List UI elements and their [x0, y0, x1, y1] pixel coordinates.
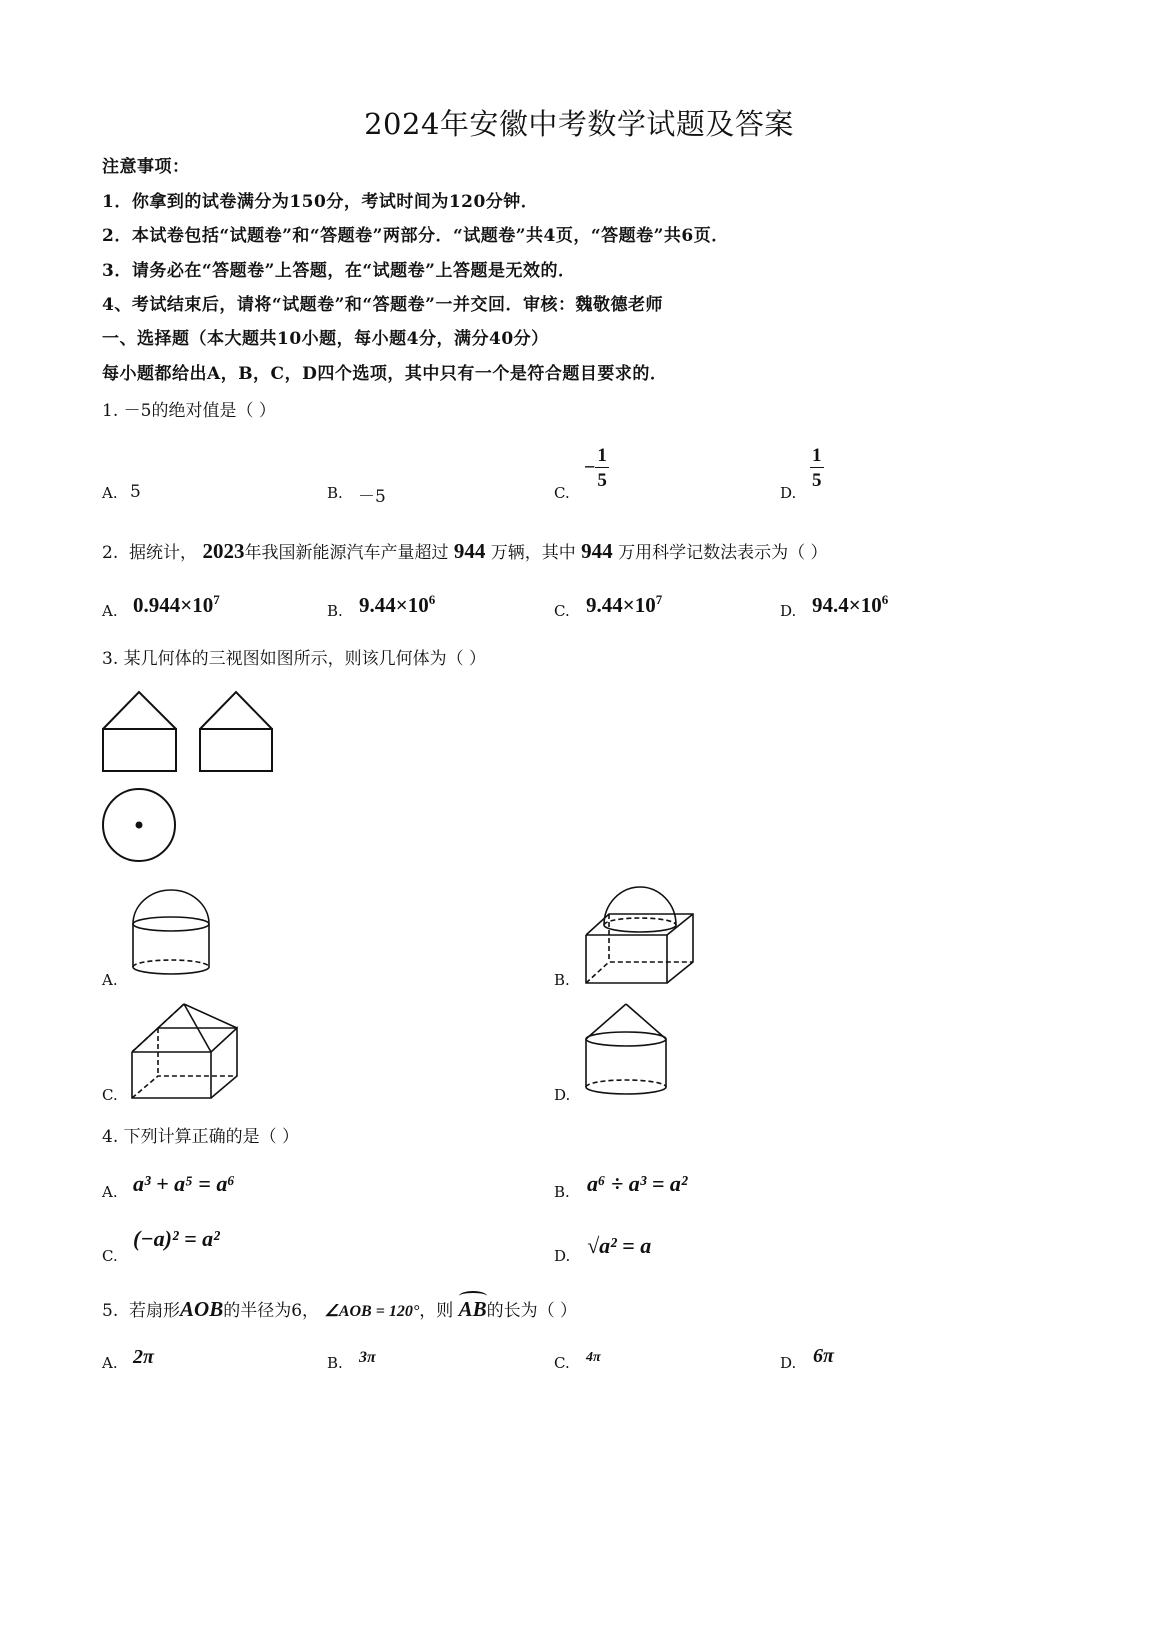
hemisphere-cylinder-figure [133, 890, 209, 974]
q4-option-d-label: D. [554, 1247, 571, 1265]
notice-item-1: 1．你拿到的试卷满分为150分，考试时间为120分钟． [102, 192, 539, 212]
q3-option-d-label: D. [554, 1086, 571, 1104]
q5-option-c: 4π [586, 1350, 601, 1365]
q3-option-b-label: B. [554, 971, 570, 989]
stem-text: 万辆，其中 [490, 543, 576, 563]
option-base: 0.944×10 [133, 593, 214, 617]
math-value: 944 [581, 539, 613, 563]
q2-option-c-label: C. [554, 602, 570, 620]
notice-item-2: 2．本试卷包括“试题卷”和“答题卷”两部分．“试题卷”共4页，“答题卷”共6页． [102, 226, 729, 246]
math-value: 944 [453, 539, 486, 563]
notice-item-3: 3．请务必在“答题卷”上答题，在“试题卷”上答题是无效的． [102, 261, 576, 281]
math-value: AOB [180, 1297, 224, 1321]
q4-option-d: √a² = a [587, 1233, 652, 1258]
arc-mark-icon [459, 1291, 487, 1301]
q4-option-c-label: C. [102, 1247, 118, 1265]
stem-text: ，则 [419, 1301, 454, 1321]
option-exponent: 6 [428, 592, 436, 607]
q4-option-b: a⁶ ÷ a³ = a² [587, 1171, 688, 1196]
q4-option-b-label: B. [554, 1183, 570, 1201]
q1-option-a-label: A. [102, 484, 118, 502]
stem-text: 据统计， [129, 543, 198, 563]
question-3-stem: 3. 某几何体的三视图如图所示，则该几何体为（ ） [102, 649, 487, 669]
fraction-numerator: 1 [812, 445, 822, 466]
q5-option-d-label: D. [780, 1354, 797, 1372]
fraction-numerator: 1 [597, 445, 607, 466]
notice-item-4: 4、考试结束后，请将“试题卷”和“答题卷”一并交回．审核：魏敬德老师 [102, 295, 663, 315]
q4-option-a: a³ + a⁵ = a⁶ [133, 1171, 235, 1196]
notice-heading: 注意事项： [102, 157, 190, 177]
option-exponent: 7 [655, 592, 663, 607]
stem-text: 年我国新能源汽车产量超过 [244, 543, 449, 563]
stem-text: 的长为（ ） [486, 1301, 578, 1321]
q5-option-d: 6π [813, 1345, 834, 1367]
section-heading: 一、选择题（本大题共10小题，每小题4分，满分40分） [102, 329, 549, 349]
q5-option-c-label: C. [554, 1354, 570, 1372]
stem-text: 若扇形 [129, 1301, 181, 1321]
page-title: 2024年安徽中考数学试题及答案 [364, 107, 794, 141]
stem-text: 的半径为6， [223, 1301, 320, 1321]
q5-option-b-label: B. [327, 1354, 343, 1372]
q1-option-b: －5 [358, 487, 386, 507]
stem-text: 万用科学记数法表示为（ ） [618, 543, 828, 563]
option-exponent: 6 [881, 592, 889, 607]
q5-option-b: 3π [359, 1349, 376, 1366]
q2-option-a-label: A. [102, 602, 118, 620]
hemisphere-cuboid-figure [586, 887, 693, 983]
question-4-stem: 4. 下列计算正确的是（ ） [102, 1127, 300, 1147]
option-base: 94.4×10 [812, 593, 882, 617]
minus-sign: − [584, 456, 596, 479]
option-base: 9.44×10 [359, 593, 429, 617]
fraction-denominator: 5 [810, 467, 824, 490]
q1-option-c-label: C. [554, 484, 570, 502]
option-base: 9.44×10 [586, 593, 656, 617]
q5-option-a-label: A. [102, 1354, 118, 1372]
q2-option-d-label: D. [780, 602, 797, 620]
q1-option-d-label: D. [780, 484, 797, 502]
q3-option-c-label: C. [102, 1086, 118, 1104]
arc-ab [459, 1297, 487, 1322]
section-instruction: 每小题都给出A，B，C，D四个选项，其中只有一个是符合题目要求的． [102, 364, 668, 384]
q3-option-a-label: A. [102, 971, 118, 989]
cone-cylinder-figure [586, 1004, 666, 1094]
question-1-stem: 1. －5的绝对值是（ ） [102, 401, 276, 421]
q1-option-a: 5 [130, 482, 141, 502]
fraction-denominator: 5 [595, 467, 609, 490]
math-value: 2023 [202, 539, 245, 563]
q5-option-a: 2π [133, 1346, 154, 1368]
pyramid-cuboid-figure [132, 1004, 237, 1098]
arc-label: AB [458, 1297, 487, 1321]
question-number: 5. [102, 1301, 119, 1321]
q1-option-b-label: B. [327, 484, 343, 502]
q4-option-a-label: A. [102, 1183, 118, 1201]
q2-option-b-label: B. [327, 602, 343, 620]
question-number: 2. [102, 543, 119, 563]
q4-option-c: (−a)² = a² [133, 1226, 220, 1251]
option-exponent: 7 [213, 592, 220, 607]
question-5-stem [102, 1296, 577, 1322]
math-value: ∠AOB = 120° [324, 1303, 420, 1320]
